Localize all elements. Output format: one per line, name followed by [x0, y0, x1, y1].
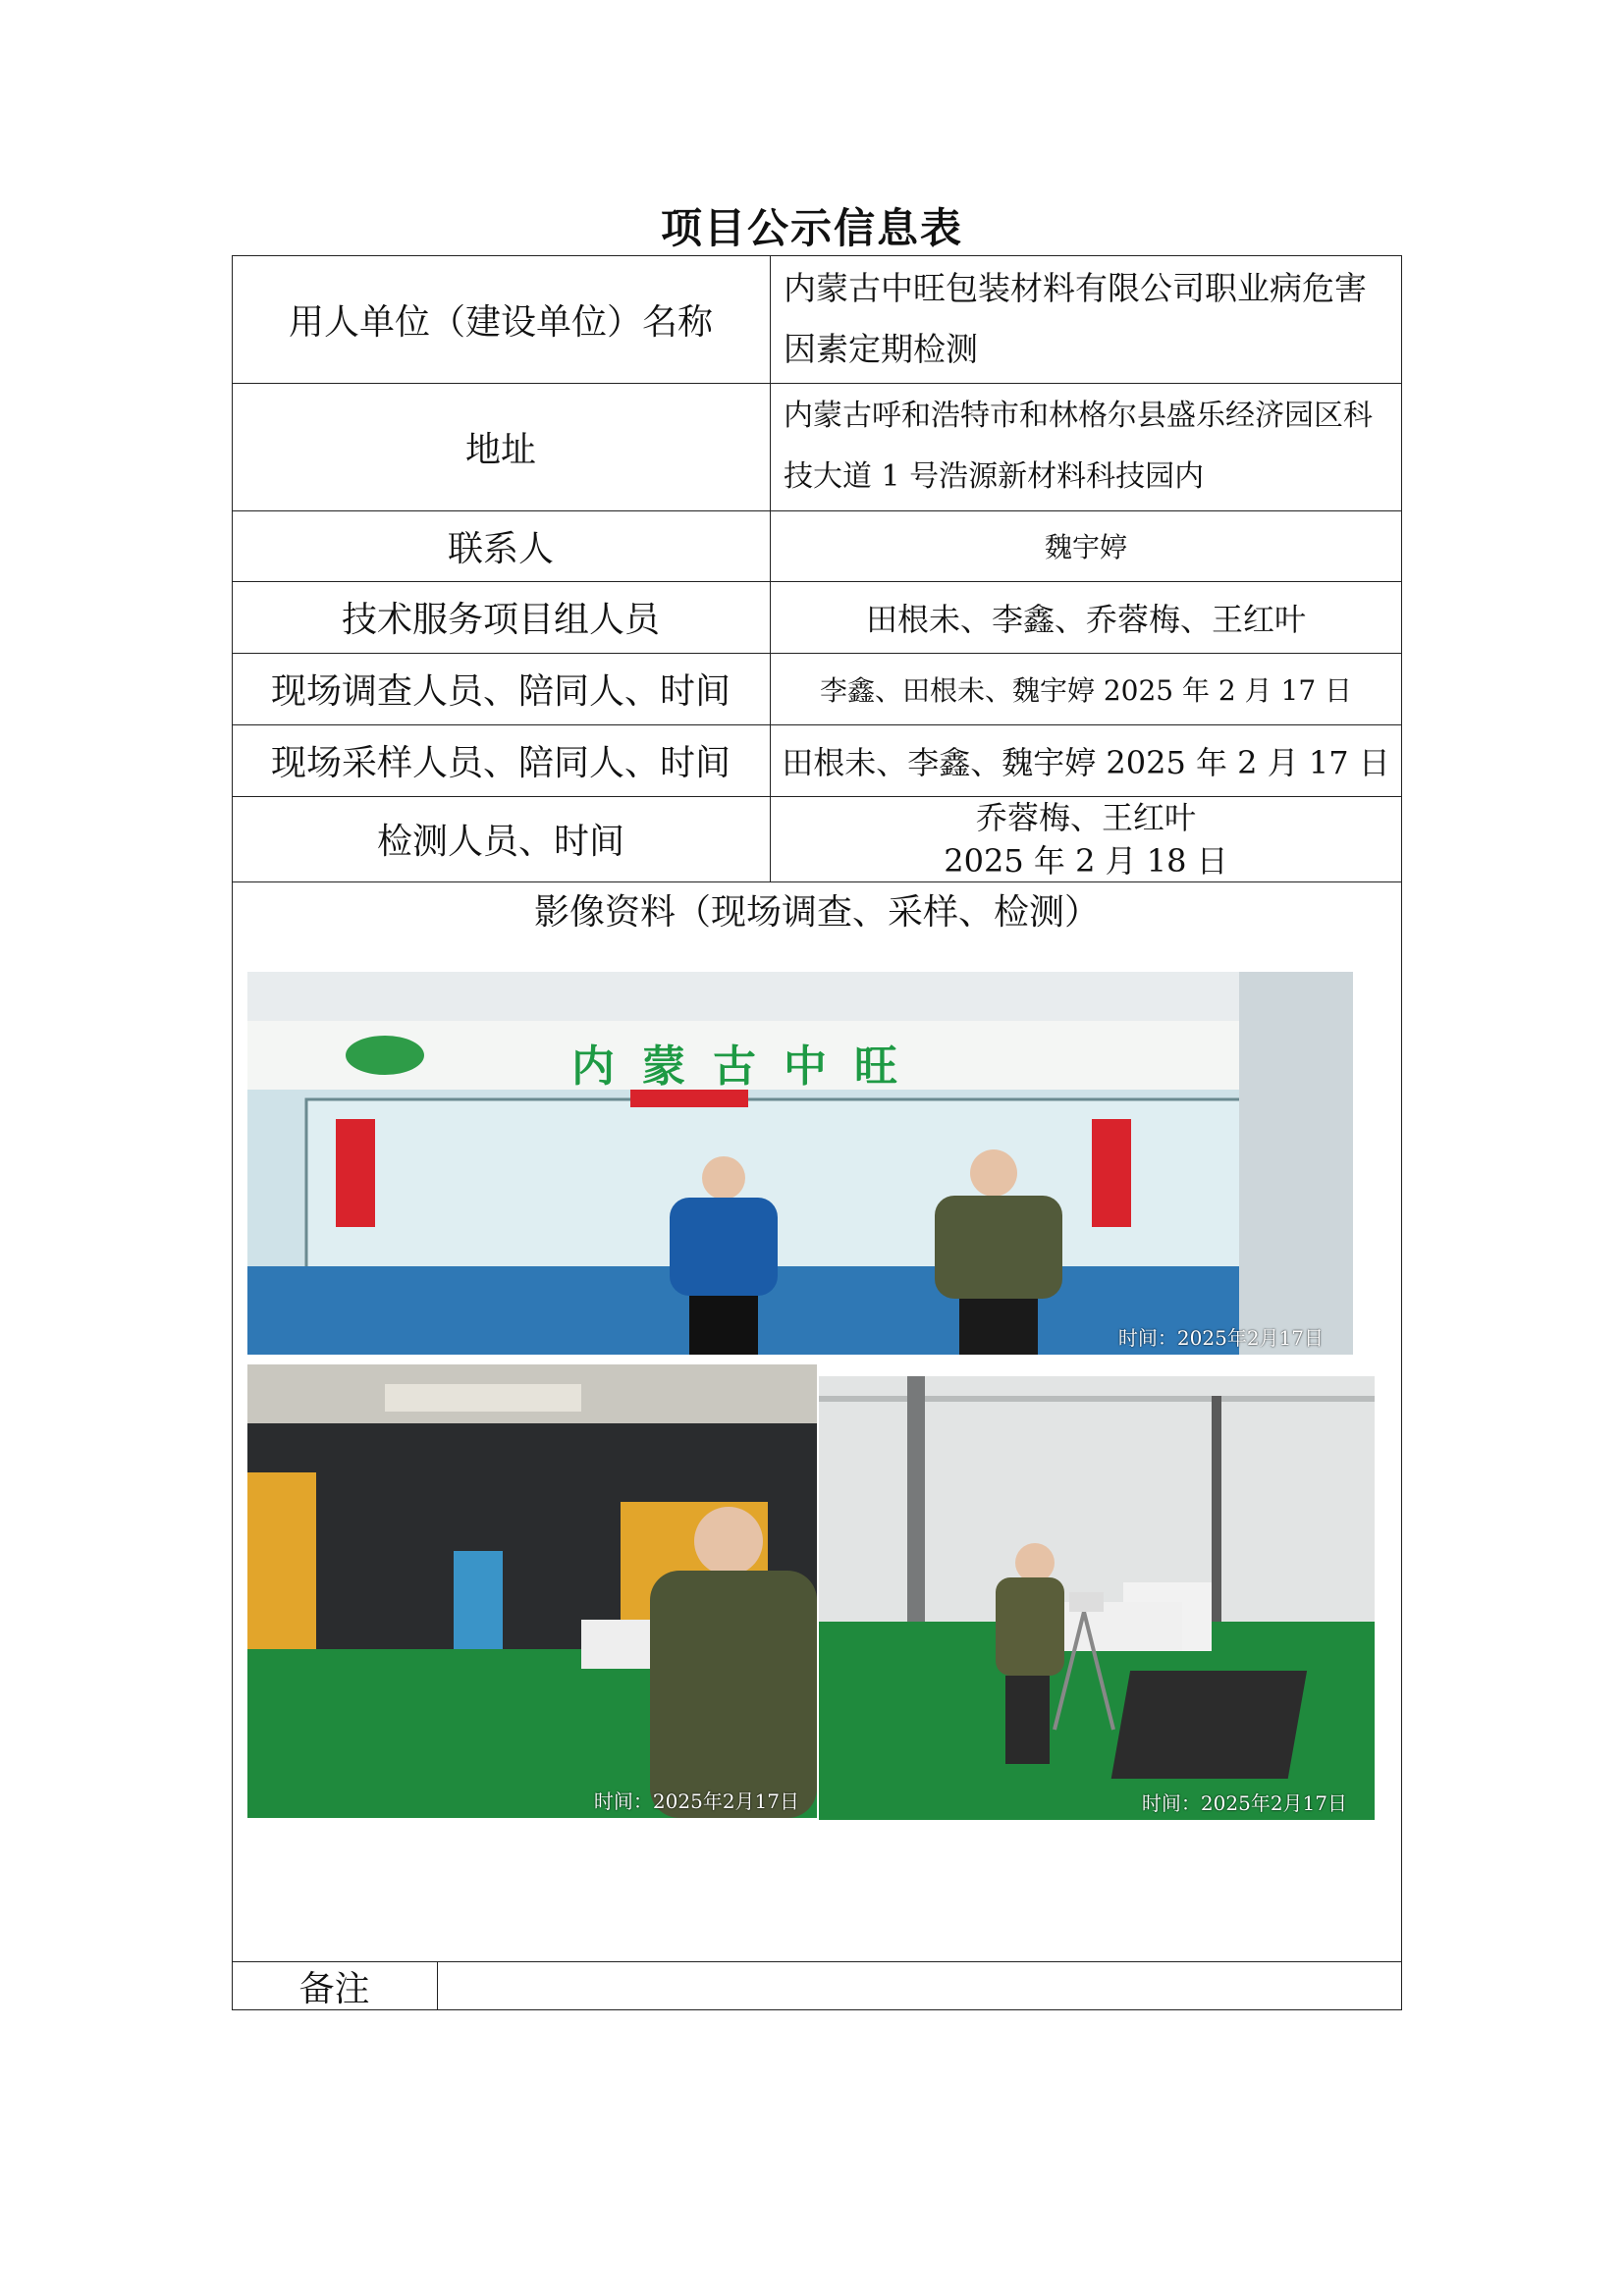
- media-heading: 影像资料（现场调查、采样、检测）: [533, 891, 1100, 933]
- label-employer-name: 用人单位（建设单位）名称: [288, 301, 713, 343]
- label-team-members: 技术服务项目组人员: [341, 600, 660, 640]
- label-survey-staff: 现场调查人员、陪同人、时间: [270, 671, 731, 712]
- label-contact: 联系人: [447, 528, 554, 569]
- value-testing-staff: [770, 796, 1402, 881]
- photo-timestamp: 时间：2025年2月17日: [1141, 1791, 1347, 1815]
- value-contact: 魏宇婷: [1044, 531, 1127, 563]
- value-survey-staff: 李鑫、田根未、魏宇婷 2025 年 2 月 17 日: [819, 673, 1353, 707]
- value-remarks: [437, 1961, 1402, 2010]
- value-team-members: 田根未、李鑫、乔蓉梅、王红叶: [865, 600, 1306, 638]
- entrance-sign-text: 内蒙古中旺: [571, 1041, 925, 1092]
- label-sampling-staff: 现场采样人员、陪同人、时间: [270, 743, 731, 783]
- label-testing-staff: 检测人员、时间: [376, 822, 624, 862]
- value-testing-names: 乔蓉梅、王红叶: [975, 798, 1196, 836]
- photo-timestamp: 时间：2025年2月17日: [593, 1789, 799, 1813]
- value-address: 内蒙古呼和浩特市和林格尔县盛乐经济园区科技大道 1 号浩源新材料科技园内: [784, 399, 1373, 494]
- label-address: 地址: [464, 429, 536, 470]
- value-testing-date: 2025 年 2 月 18 日: [944, 841, 1228, 880]
- value-sampling-staff: 田根未、李鑫、魏宇婷 2025 年 2 月 17 日: [782, 743, 1390, 781]
- photo-timestamp: 时间：2025年2月17日: [1117, 1326, 1324, 1350]
- page-title: 项目公示信息表: [660, 204, 963, 252]
- photo-entrance-two-people: [247, 972, 1353, 1355]
- label-remarks: 备注: [298, 1968, 370, 2009]
- photo-worker-tripod-sampling: [819, 1376, 1375, 1820]
- photo-worker-measuring-machinery: [247, 1364, 817, 1818]
- value-employer-name: 内蒙古中旺包装材料有限公司职业病危害因素定期检测: [784, 269, 1367, 368]
